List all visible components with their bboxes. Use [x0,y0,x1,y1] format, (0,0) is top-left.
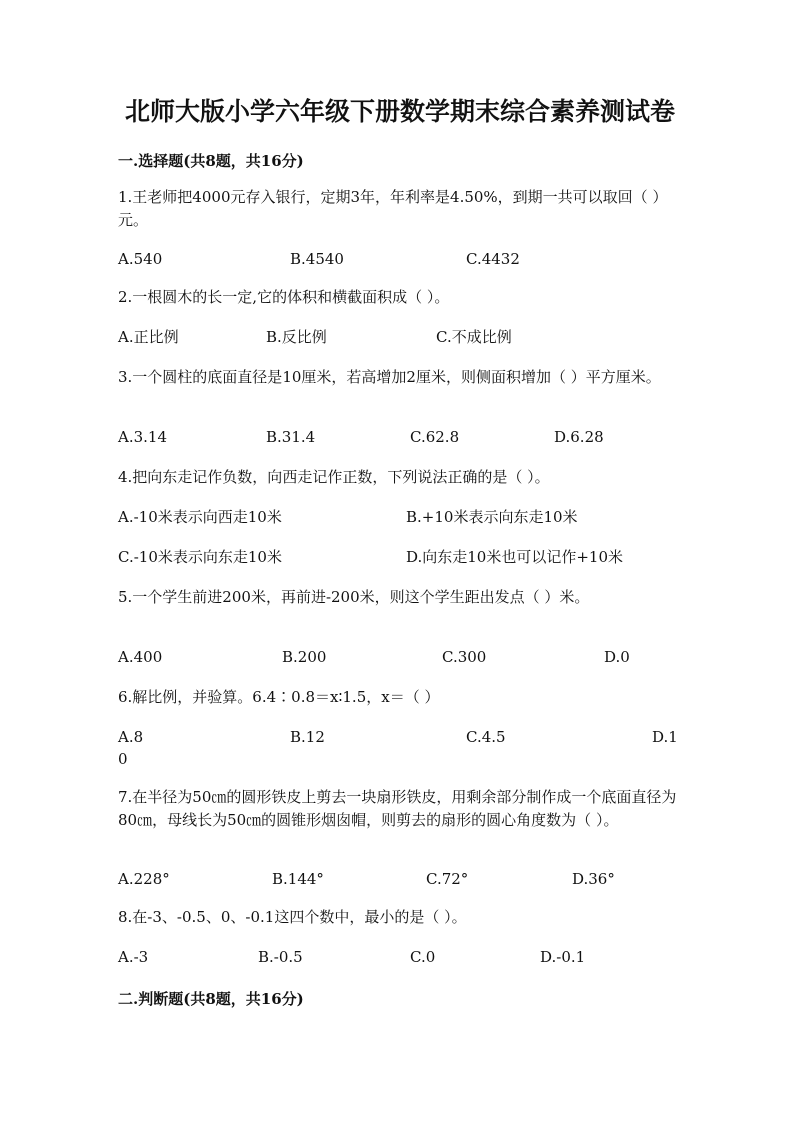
option[interactable]: B.200 [282,648,327,666]
question-text: 8.在-3、-0.5、0、-0.1这四个数中，最小的是（ ）。 [118,908,467,926]
option[interactable]: D.6.28 [554,428,604,446]
question-text: 2.一根圆木的长一定,它的体积和横截面积成（ ）。 [118,288,450,306]
question-text: 4.把向东走记作负数，向西走记作正数，下列说法正确的是（ ）。 [118,468,550,486]
option[interactable]: D.向东走10米也可以记作+10米 [406,548,624,566]
option[interactable]: B.31.4 [266,428,316,446]
question-text: 3.一个圆柱的底面直径是10厘米，若高增加2厘米，则侧面积增加（ ）平方厘米。 [118,368,661,386]
option[interactable]: B.4540 [290,250,344,268]
option-wrap: 0 [118,750,128,768]
option[interactable]: C.62.8 [410,428,460,446]
section-heading: 二.判断题(共8题，共16分) [118,990,304,1008]
option[interactable]: C.4.5 [466,728,506,746]
option[interactable]: A.3.14 [118,428,167,446]
option[interactable]: A.400 [118,648,163,666]
option[interactable]: B.+10米表示向东走10米 [406,508,578,526]
option[interactable]: C.4432 [466,250,520,268]
option[interactable]: A.540 [118,250,163,268]
option[interactable]: B.反比例 [266,328,327,346]
option[interactable]: B.144° [272,870,324,888]
option[interactable]: A.正比例 [118,328,179,346]
option[interactable]: A.-3 [118,948,149,966]
option[interactable]: A.8 [118,728,144,746]
option[interactable]: C.72° [426,870,469,888]
page-title: 北师大版小学六年级下册数学期末综合素养测试卷 [124,97,675,126]
option[interactable]: D.36° [572,870,615,888]
option[interactable]: C.300 [442,648,487,666]
option[interactable]: C.-10米表示向东走10米 [118,548,282,566]
question-text: 1.王老师把4000元存入银行，定期3年，年利率是4.50%，到期一共可以取回（ ）元。 [118,188,668,229]
option[interactable]: B.12 [290,728,325,746]
question-text: 7.在半径为50㎝的圆形铁皮上剪去一块扇形铁皮，用剩余部分制作成一个底面直径为80㎝，母线长为50㎝的圆锥形烟囱帽，则剪去的扇形的圆心角度数为（ ）。 [118,788,677,829]
option[interactable]: C.不成比例 [436,328,512,346]
option[interactable]: A.228° [118,870,170,888]
question-text: 5.一个学生前进200米，再前进-200米，则这个学生距出发点（ ）米。 [118,588,590,606]
option[interactable]: D.0 [604,648,630,666]
section-heading: 一.选择题(共8题，共16分) [118,152,304,170]
option[interactable]: D.-0.1 [540,948,586,966]
option[interactable]: C.0 [410,948,436,966]
option[interactable]: B.-0.5 [258,948,303,966]
question-text: 6.解比例，并验算。6.4∶0.8＝x∶1.5，x＝（ ） [118,688,440,706]
option[interactable]: A.-10米表示向西走10米 [118,508,282,526]
option[interactable]: D.1 [652,728,678,746]
